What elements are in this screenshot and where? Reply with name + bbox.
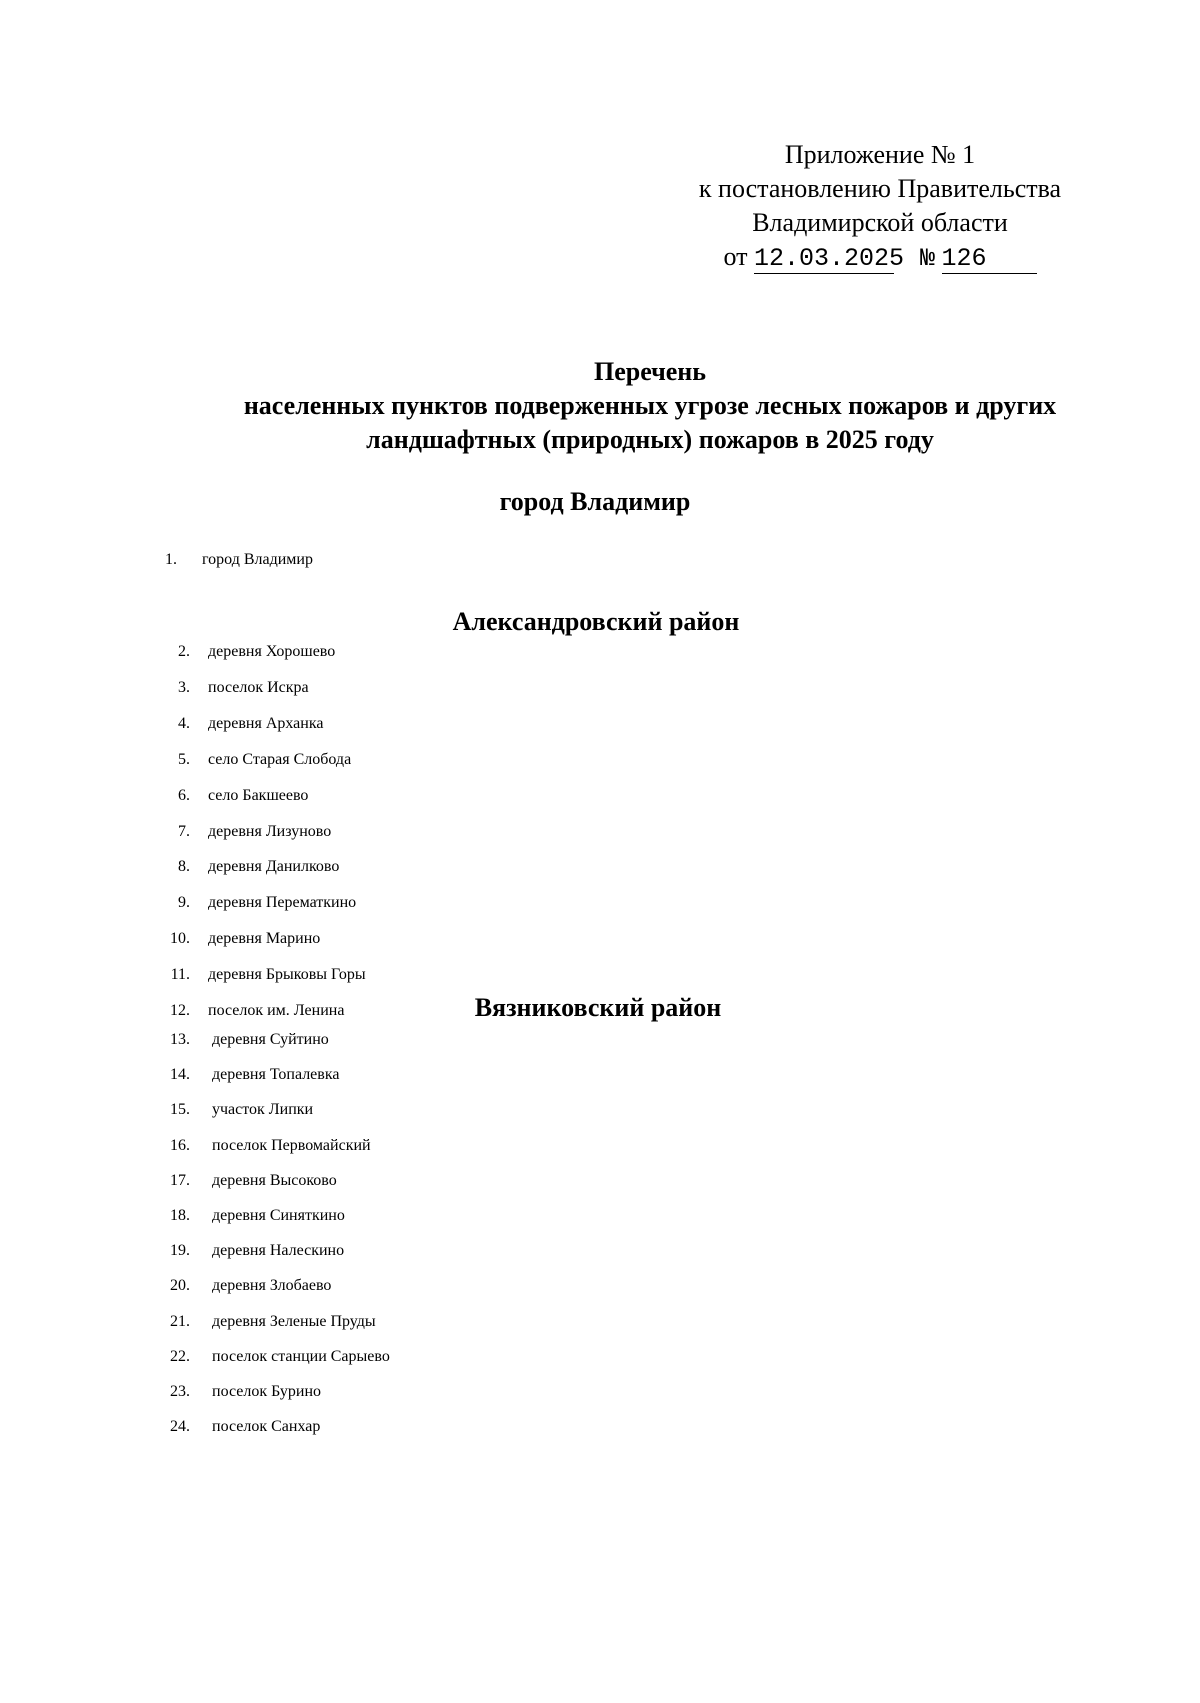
list-item-number: 15. — [170, 1101, 190, 1119]
list-item-text: деревня Перематкино — [208, 894, 357, 912]
list-item-number: 23. — [170, 1383, 190, 1400]
list-item-text: деревня Налескино — [212, 1242, 345, 1260]
list-item-number: 5. — [178, 750, 190, 768]
list-item-text: деревня Синяткино — [212, 1207, 345, 1224]
list-item-number: 22. — [170, 1347, 190, 1365]
list-item-text: деревня Лизуново — [208, 822, 332, 840]
annex-title: Приложение № 1 — [784, 140, 976, 169]
list-item-number: 7. — [178, 822, 190, 840]
list-item — [0, 706, 900, 742]
list-item-text: деревня Топалевка — [212, 1066, 340, 1084]
list-item-text: поселок Бурино — [212, 1383, 322, 1400]
annex-reference: к постановлению Правительства — [698, 174, 1062, 203]
list-item-text: деревня Данилково — [208, 858, 340, 876]
list-item — [0, 670, 900, 706]
list-item-text: деревня Злобаево — [212, 1277, 332, 1295]
list-item-number: 4. — [178, 714, 190, 732]
list-item-text: деревня Хорошево — [208, 643, 336, 660]
annex-date-line — [640, 240, 1120, 276]
list-item — [0, 921, 900, 957]
list-item-text: поселок им. Ленина — [208, 1002, 345, 1019]
list-item — [0, 1339, 900, 1375]
list-item-number: 2. — [178, 643, 190, 660]
list-item-text: поселок Первомайский — [212, 1136, 371, 1154]
list-item — [0, 1409, 900, 1445]
list-item — [0, 849, 900, 885]
title-line-1: Перечень — [593, 357, 707, 386]
annex-region: Владимирской области — [752, 208, 1008, 237]
annex-date-prefix: от — [723, 242, 748, 271]
list-item — [0, 1304, 900, 1340]
title-line-2: населенных пунктов подверженных угрозе лесных пожаров и других — [243, 391, 1057, 420]
list-item-number: 3. — [178, 678, 190, 696]
list-item-number: 17. — [170, 1171, 190, 1189]
list-item — [0, 814, 900, 850]
annex-header — [640, 138, 1120, 276]
list-item-text: деревня Арханка — [208, 714, 324, 732]
list-item — [0, 1268, 900, 1304]
list-item — [0, 542, 900, 578]
list-item-text: деревня Зеленые Пруды — [212, 1312, 376, 1330]
list-item-text: село Бакшеево — [208, 786, 309, 804]
list-item — [0, 1092, 900, 1128]
list-item — [0, 742, 900, 778]
title-line-3: ландшафтных (природных) пожаров в 2025 году — [366, 425, 934, 454]
annex-number: 126 — [942, 245, 1037, 274]
list-item-number: 9. — [178, 894, 190, 912]
list-item — [0, 957, 900, 993]
list-item-number: 8. — [178, 858, 190, 876]
annex-date: 12.03.2025 — [754, 244, 905, 273]
list-item-number: 18. — [170, 1207, 190, 1224]
list-item — [0, 885, 900, 921]
list-item-number: 19. — [170, 1242, 190, 1260]
list-item-number: 11. — [170, 966, 190, 984]
list-item — [0, 1198, 900, 1234]
document-title — [100, 355, 1200, 457]
list-item — [0, 1233, 900, 1269]
list-item — [0, 1163, 900, 1199]
list-item-number: 1. — [165, 551, 177, 568]
section-heading: город Владимир — [499, 487, 691, 516]
list-item-number: 10. — [170, 930, 190, 948]
list-item-number: 16. — [170, 1136, 190, 1154]
list-item-text: город Владимир — [202, 551, 313, 568]
list-item-text: деревня Брыковы Горы — [208, 966, 366, 984]
section-heading: Александровский район — [452, 607, 740, 636]
list-item-text: деревня Высоково — [212, 1171, 337, 1189]
list-item-number: 6. — [178, 786, 190, 804]
list-item — [0, 1128, 900, 1164]
list-item-number: 12. — [170, 1002, 190, 1019]
section-heading: Вязниковский район — [474, 993, 722, 1022]
list-item — [0, 1022, 900, 1058]
list-item-number: 13. — [170, 1031, 190, 1048]
list-item — [0, 634, 900, 670]
list-item-text: село Старая Слобода — [208, 750, 352, 768]
list-item-text: участок Липки — [212, 1101, 314, 1119]
list-item-text: поселок станции Сарыево — [212, 1347, 390, 1365]
list-item-text: поселок Искра — [208, 678, 309, 696]
list-item-number: 21. — [170, 1312, 190, 1330]
list-item — [0, 778, 900, 814]
list-item-number: 14. — [170, 1066, 190, 1084]
list-item — [0, 1057, 900, 1093]
list-item-number: 20. — [170, 1277, 190, 1295]
list-item-text: деревня Марино — [208, 930, 321, 948]
annex-number-prefix: № — [920, 244, 936, 273]
list-item-text: поселок Санхар — [212, 1418, 321, 1436]
list-item-text: деревня Суйтино — [212, 1031, 329, 1048]
list-item — [0, 1374, 900, 1410]
list-item-number: 24. — [170, 1418, 190, 1436]
